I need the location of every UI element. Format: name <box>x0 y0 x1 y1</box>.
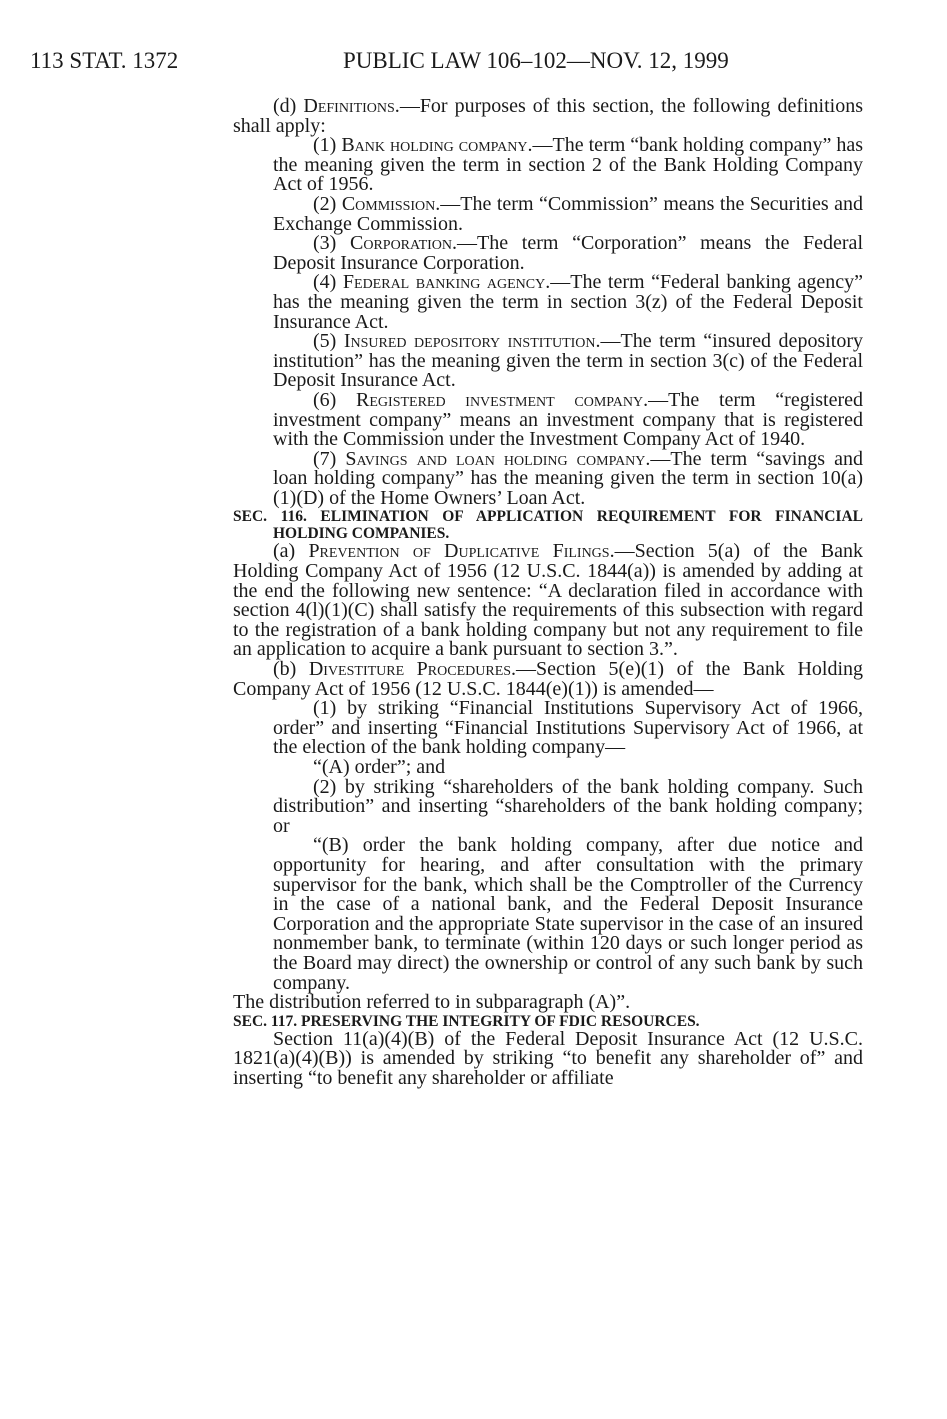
public-law-title: PUBLIC LAW 106–102—NOV. 12, 1999 <box>343 48 729 73</box>
amendment-subparagraph-b: “(B) order the bank holding company, after due notice and opportunity for hearing, and after consultation with the primary supervisor for the bank, which shall be the Comptroller of the Currency in the case of a national bank, and the Federal Deposit Insurance Corporation and the appropriate State supervisor in the case of an insured nonmember bank, to terminate (within 120 days or such longer period as the Board may direct) the ownership or control of any such bank by such company. <box>273 834 863 994</box>
page-body <box>233 97 863 1089</box>
statute-citation: 113 STAT. 1372 <box>30 48 179 73</box>
definition-item: (3) Corporation.—The term “Corporation” means the Federal Deposit Insurance Corporation. <box>273 232 863 274</box>
amendment-closing: The distribution referred to in subparagraph (A)”. <box>233 991 631 1014</box>
amendment-paragraph-2: (2) by striking “shareholders of the bank holding company. Such distribution” and inserting “shareholders of the bank holding company; or <box>273 775 863 837</box>
subsection-d: (d) Definitions.—For purposes of this section, the following definitions shall apply: <box>233 95 863 137</box>
amendment-paragraph-1: (1) by striking “Financial Institutions Supervisory Act of 1966, order” and inserting “Financial Institutions Supervisory Act of 1966, at the election of the bank holding company— <box>273 697 863 759</box>
definition-item: (4) Federal banking agency.—The term “Federal banking agency” has the meaning given the term in section 3(z) of the Federal Deposit Insurance Act. <box>273 271 863 333</box>
definition-item: (7) Savings and loan holding company.—The term “savings and loan holding company” has the meaning given the term in section 10(a)(1)(D) of the Home Owners’ Loan Act. <box>273 447 863 509</box>
section-117-text: Section 11(a)(4)(B) of the Federal Deposit Insurance Act (12 U.S.C. 1821(a)(4)(B)) is amended by striking “to benefit any shareholder of” and inserting “to benefit any shareholder or affiliate <box>233 1027 863 1089</box>
amendment-subparagraph-a: “(A) order”; and <box>313 756 446 778</box>
subsection-a: (a) Prevention of Duplicative Filings.—Section 5(a) of the Bank Holding Company Act of 1956 (12 U.S.C. 1844(a)) is amended by adding at the end the following new sentence: “A declaration filed in accordance with section 4(l)(1)(C) shall satisfy the requirements of this subsection with regard to the registration of a bank holding company but not any requirement to file an application to acquire a bank pursuant to section 3.”. <box>233 540 863 661</box>
section-117-heading: SEC. 117. PRESERVING THE INTEGRITY OF FDIC RESOURCES. <box>233 1012 700 1030</box>
definition-item: (2) Commission.—The term “Commission” means the Securities and Exchange Commission. <box>273 192 864 235</box>
subsection-b: (b) Divestiture Procedures.—Section 5(e)(1) of the Bank Holding Company Act of 1956 (12 U.S.C. 1844(e)(1)) is amended— <box>233 658 863 700</box>
section-116-heading: SEC. 116. ELIMINATION OF APPLICATION REQUIREMENT FOR FINANCIAL HOLDING COMPANIES. <box>233 508 863 543</box>
definition-item: (5) Insured depository institution.—The term “insured depository institution” has the meaning given the term in section 3(c) of the Federal Deposit Insurance Act. <box>273 330 863 392</box>
subsection-title: Definitions. <box>303 95 400 117</box>
definition-item: (6) Registered investment company.—The term “registered investment company” means an investment company that is registered with the Commission under the Investment Company Act of 1940. <box>273 388 864 451</box>
definition-item: (1) Bank holding company.—The term “bank holding company” has the meaning given the term in section 2 of the Bank Holding Company Act of 1956. <box>273 134 864 196</box>
